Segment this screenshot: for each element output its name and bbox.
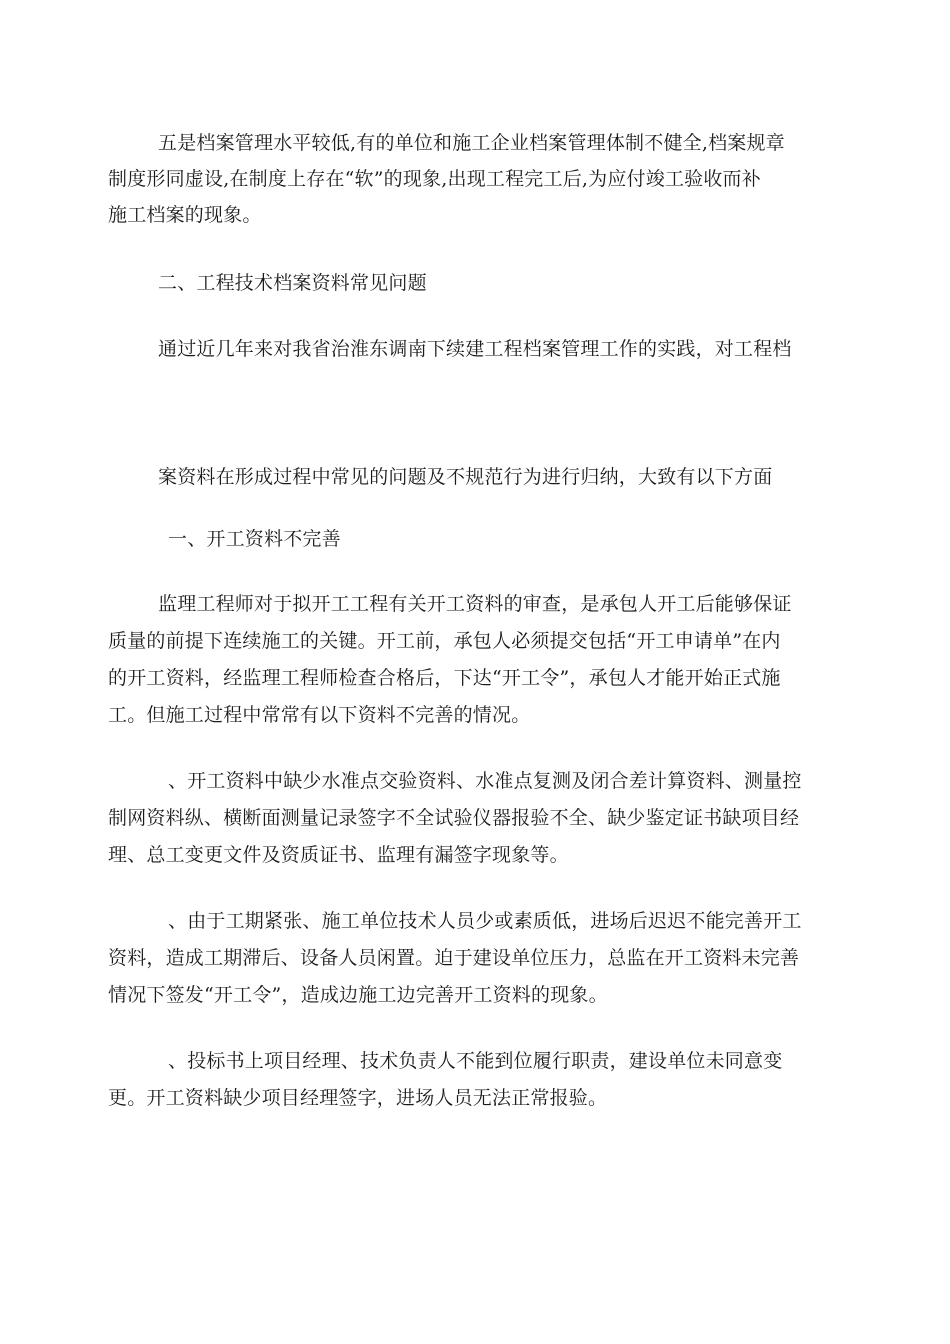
- text-line: 、开工资料中缺少水准点交验资料、水准点复测及闭合差计算资料、测量控: [168, 770, 802, 792]
- text-line: 施工档案的现象。: [108, 204, 262, 226]
- text-line: 制度形同虚设,在制度上存在“软”的现象,出现工程完工后,为应付竣工验收而补: [108, 168, 761, 190]
- text-line: 更。开工资料缺少项目经理签字，进场人员无法正常报验。: [108, 1087, 608, 1109]
- text-line: 质量的前提下连续施工的关键。开工前，承包人必须提交包括“开工申请单”在内: [108, 630, 781, 652]
- text-line: 案资料在形成过程中常见的问题及不规范行为进行归纳，大致有以下方面: [158, 466, 773, 488]
- text-line: 理、总工变更文件及资质证书、监理有漏签字现象等。: [108, 844, 569, 866]
- text-line: 工。但施工过程中常常有以下资料不完善的情况。: [108, 704, 531, 726]
- text-line: 资料，造成工期滞后、设备人员闲置。迫于建设单位压力，总监在开工资料未完善: [108, 947, 800, 969]
- text-line: 、投标书上项目经理、技术负责人不能到位履行职责，建设单位未同意变: [168, 1050, 783, 1072]
- text-line: 制网资料纵、横断面测量记录签字不全试验仪器报验不全、缺少鉴定证书缺项目经: [108, 807, 800, 829]
- subsection-heading: 一、开工资料不完善: [168, 528, 341, 550]
- text-line: 情况下签发“开工令”，造成边施工边完善开工资料的现象。: [108, 984, 608, 1006]
- text-line: 、由于工期紧张、施工单位技术人员少或素质低，进场后迟迟不能完善开工: [168, 910, 802, 932]
- text-line: 通过近几年来对我省治淮东调南下续建工程档案管理工作的实践，对工程档: [158, 338, 792, 360]
- section-heading: 二、工程技术档案资料常见问题: [158, 272, 427, 294]
- text-line: 五是档案管理水平较低,有的单位和施工企业档案管理体制不健全,档案规章: [158, 132, 785, 154]
- text-line: 的开工资料，经监理工程师检查合格后，下达“开工令”，承包人才能开始正式施: [108, 667, 781, 689]
- text-line: 监理工程师对于拟开工工程有关开工资料的审查，是承包人开工后能够保证: [158, 593, 792, 615]
